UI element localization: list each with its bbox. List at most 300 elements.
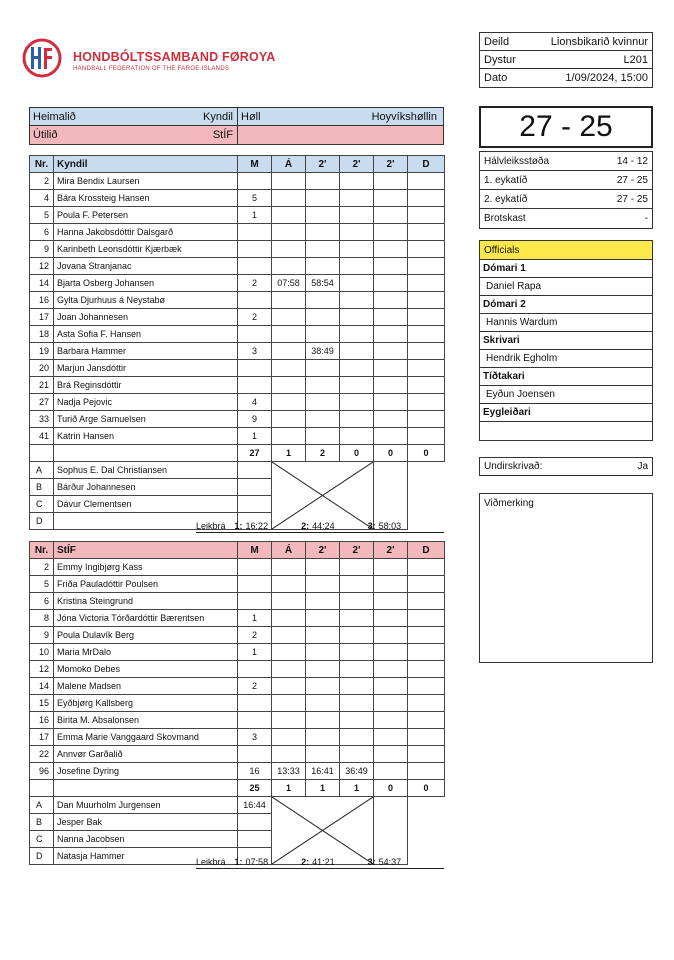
team-official-row: [30, 462, 445, 479]
player-stat: [238, 292, 272, 309]
player-stat: [238, 746, 272, 763]
player-stat: [272, 428, 306, 445]
player-stat: [238, 576, 272, 593]
player-stat: [238, 173, 272, 190]
player-stat: [306, 241, 340, 258]
player-stat: [340, 377, 374, 394]
player-stat: [272, 292, 306, 309]
player-stat: 1: [238, 207, 272, 224]
player-stat: 36:49: [340, 763, 374, 780]
player-number: 12: [30, 258, 54, 275]
result-row: [480, 209, 652, 228]
player-number: 6: [30, 224, 54, 241]
official-warning: [238, 462, 272, 479]
remark-box: [479, 493, 653, 663]
player-name: Malene Madsen: [54, 678, 238, 695]
player-stat: [408, 309, 445, 326]
player-stat: [374, 712, 408, 729]
player-stat: 07:58: [272, 275, 306, 292]
player-stat: [306, 258, 340, 275]
player-stat: [306, 661, 340, 678]
player-stat: [408, 644, 445, 661]
player-stat: [374, 190, 408, 207]
total-d: 0: [408, 445, 445, 462]
official-code: D: [30, 513, 54, 530]
signed-value: Ja: [637, 461, 648, 472]
player-name: Poula F. Petersen: [54, 207, 238, 224]
player-name: Annvør Garðalið: [54, 746, 238, 763]
player-stat: [306, 695, 340, 712]
player-stat: [340, 593, 374, 610]
player-row: [30, 207, 445, 224]
player-row: [30, 292, 445, 309]
result-value: 14 - 12: [616, 155, 648, 167]
player-stat: [340, 241, 374, 258]
player-name: Friða Pauladóttir Poulsen: [54, 576, 238, 593]
official-code: D: [30, 848, 54, 865]
roster-team-name: StÍF: [54, 542, 238, 559]
player-stat: [306, 644, 340, 661]
result-value: -: [644, 213, 648, 224]
player-stat: [238, 224, 272, 241]
player-row: [30, 627, 445, 644]
col-header: 2': [374, 156, 408, 173]
player-stat: [272, 360, 306, 377]
player-stat: [374, 377, 408, 394]
col-header: 2': [306, 156, 340, 173]
player-row: [30, 241, 445, 258]
col-header: 2': [340, 542, 374, 559]
result-label: Brotskast: [484, 213, 526, 224]
player-name: Jóna Victoria Tórðardóttir Bærentsen: [54, 610, 238, 627]
timeout-1: 16:22: [245, 520, 269, 531]
player-stat: [408, 763, 445, 780]
player-number: 8: [30, 610, 54, 627]
player-stat: [408, 678, 445, 695]
player-stat: [272, 746, 306, 763]
player-stat: [374, 746, 408, 763]
player-stat: 38:49: [306, 343, 340, 360]
timeout-label: Leikbrá: [196, 856, 226, 867]
official-name: Hendrik Egholm: [480, 350, 652, 368]
player-number: 15: [30, 695, 54, 712]
player-stat: [306, 377, 340, 394]
info-row-match: [480, 51, 652, 69]
player-stat: [408, 241, 445, 258]
player-stat: [408, 695, 445, 712]
player-stat: [408, 394, 445, 411]
player-number: 96: [30, 763, 54, 780]
player-stat: 3: [238, 729, 272, 746]
hsf-logo: [22, 38, 66, 78]
total-s3: 0: [374, 780, 408, 797]
player-stat: 9: [238, 411, 272, 428]
player-stat: [340, 292, 374, 309]
player-stat: [340, 343, 374, 360]
player-row: [30, 610, 445, 627]
player-row: [30, 258, 445, 275]
total-s2: 1: [340, 780, 374, 797]
player-stat: [408, 258, 445, 275]
player-row: [30, 559, 445, 576]
player-stat: [272, 644, 306, 661]
player-number: 21: [30, 377, 54, 394]
player-stat: [374, 428, 408, 445]
info-label: Deild: [484, 35, 510, 48]
player-stat: [238, 241, 272, 258]
player-stat: [272, 729, 306, 746]
player-row: [30, 343, 445, 360]
roster-header: [30, 156, 445, 173]
player-stat: [306, 173, 340, 190]
col-header: 2': [374, 542, 408, 559]
player-stat: [408, 593, 445, 610]
player-name: Emma Marie Vanggaard Skovmand: [54, 729, 238, 746]
player-stat: [374, 241, 408, 258]
home-team-row: [30, 108, 443, 126]
totals-row: [30, 780, 445, 797]
info-value: 1/09/2024, 15:00: [565, 72, 648, 84]
player-row: [30, 224, 445, 241]
official-name: Bárður Johannesen: [54, 479, 238, 496]
player-stat: [340, 559, 374, 576]
player-stat: [408, 377, 445, 394]
player-name: Nadja Pejovic: [54, 394, 238, 411]
player-number: 41: [30, 428, 54, 445]
player-number: 17: [30, 309, 54, 326]
official-code: C: [30, 831, 54, 848]
player-stat: [306, 190, 340, 207]
player-number: 19: [30, 343, 54, 360]
player-stat: 2: [238, 678, 272, 695]
hall-value: Hoyvíkshøllin: [371, 111, 437, 123]
player-number: 12: [30, 661, 54, 678]
official-warning: [238, 479, 272, 496]
result-row: [480, 190, 652, 209]
result-value: 27 - 25: [616, 193, 648, 205]
player-stat: [272, 610, 306, 627]
player-stat: [340, 394, 374, 411]
teams-box: [29, 107, 444, 145]
player-stat: [272, 309, 306, 326]
player-stat: [272, 394, 306, 411]
player-stat: [408, 746, 445, 763]
player-stat: [272, 258, 306, 275]
player-name: Turið Arge Samuelsen: [54, 411, 238, 428]
player-number: 2: [30, 173, 54, 190]
timeout-1: 07:58: [245, 856, 269, 867]
total-a: 1: [272, 445, 306, 462]
player-stat: [306, 610, 340, 627]
official-warning: [238, 496, 272, 513]
official-warning: [238, 814, 272, 831]
signed-box: [479, 457, 653, 476]
home-team-name: Kyndil: [130, 108, 238, 125]
player-row: [30, 377, 445, 394]
player-stat: [306, 326, 340, 343]
player-stat: [340, 729, 374, 746]
player-name: Brá Reginsdóttir: [54, 377, 238, 394]
player-stat: [272, 241, 306, 258]
player-stat: [272, 326, 306, 343]
total-m: 27: [238, 445, 272, 462]
player-stat: [374, 326, 408, 343]
player-stat: [408, 343, 445, 360]
player-stat: [374, 173, 408, 190]
player-stat: [408, 576, 445, 593]
player-stat: [340, 326, 374, 343]
player-stat: [340, 173, 374, 190]
player-number: 16: [30, 712, 54, 729]
player-name: Jovana Stranjanac: [54, 258, 238, 275]
col-header: D: [408, 542, 445, 559]
official-role: Tíðtakari: [480, 368, 652, 386]
info-value: L201: [623, 53, 648, 66]
player-stat: [408, 173, 445, 190]
player-stat: [374, 678, 408, 695]
player-row: [30, 593, 445, 610]
player-row: [30, 360, 445, 377]
official-name: Daniel Rapa: [480, 278, 652, 296]
player-stat: [306, 729, 340, 746]
player-stat: [272, 627, 306, 644]
col-header: 2': [306, 542, 340, 559]
player-stat: [340, 275, 374, 292]
player-name: Katrin Hansen: [54, 428, 238, 445]
player-name: Karinbeth Leonsdóttir Kjærbæk: [54, 241, 238, 258]
player-name: Maria MrDalo: [54, 644, 238, 661]
player-name: Hanna Jakobsdóttir Dalsgarð: [54, 224, 238, 241]
player-stat: [272, 695, 306, 712]
official-role: Dómari 1: [480, 260, 652, 278]
timeout-3: 58:03: [378, 520, 402, 531]
remark-label: Viðmerking: [484, 498, 534, 509]
official-name: Eyðun Joensen: [480, 386, 652, 404]
player-stat: [340, 207, 374, 224]
timeout-2: 44:24: [312, 520, 335, 531]
result-label: Hálvleiksstøða: [484, 155, 550, 167]
player-stat: [408, 712, 445, 729]
away-roster-table: [29, 541, 445, 865]
official-code: B: [30, 814, 54, 831]
player-name: Josefine Dyring: [54, 763, 238, 780]
player-stat: [374, 309, 408, 326]
official-role: Eygleiðari: [480, 404, 652, 422]
player-stat: [340, 190, 374, 207]
result-label: 2. eykatíð: [484, 193, 528, 205]
player-stat: [306, 678, 340, 695]
player-stat: [306, 559, 340, 576]
player-row: [30, 428, 445, 445]
player-stat: [272, 207, 306, 224]
player-stat: [238, 326, 272, 343]
player-stat: [340, 576, 374, 593]
player-name: Poula Dulavík Berg: [54, 627, 238, 644]
player-stat: [408, 275, 445, 292]
player-stat: [374, 207, 408, 224]
home-roster-table: [29, 155, 445, 530]
roster-team-name: Kyndil: [54, 156, 238, 173]
player-stat: [340, 360, 374, 377]
official-code: A: [30, 462, 54, 479]
official-code: A: [30, 797, 54, 814]
player-stat: [238, 559, 272, 576]
player-name: Gylta Djurhuus á Neystabø: [54, 292, 238, 309]
home-timeouts: Leikbrá 1: 16:22 2: 44:24 3: 58:03: [196, 519, 444, 533]
player-stat: [340, 712, 374, 729]
player-stat: [374, 695, 408, 712]
player-number: 2: [30, 559, 54, 576]
total-m: 25: [238, 780, 272, 797]
player-number: 14: [30, 275, 54, 292]
player-row: [30, 644, 445, 661]
player-stat: [238, 360, 272, 377]
official-code: C: [30, 496, 54, 513]
player-stat: [306, 207, 340, 224]
player-stat: [408, 190, 445, 207]
player-stat: [238, 712, 272, 729]
player-name: Asta Sofia F. Hansen: [54, 326, 238, 343]
player-number: 10: [30, 644, 54, 661]
officials-box: [479, 240, 653, 441]
player-stat: [306, 428, 340, 445]
info-label: Dato: [484, 72, 508, 84]
player-number: 4: [30, 190, 54, 207]
total-s3: 0: [374, 445, 408, 462]
player-stat: [408, 729, 445, 746]
player-stat: [374, 224, 408, 241]
player-row: [30, 173, 445, 190]
match-info-box: [479, 32, 653, 88]
player-stat: 3: [238, 343, 272, 360]
info-label: Dystur: [484, 53, 516, 66]
player-stat: [306, 309, 340, 326]
player-stat: [374, 593, 408, 610]
player-stat: [272, 343, 306, 360]
player-stat: 16:41: [306, 763, 340, 780]
signed-label: Undirskrivað:: [484, 461, 543, 472]
player-stat: [272, 678, 306, 695]
col-header: Á: [272, 156, 306, 173]
player-stat: 2: [238, 309, 272, 326]
player-stat: 2: [238, 275, 272, 292]
result-row: [480, 171, 652, 190]
player-row: [30, 763, 445, 780]
player-stat: [306, 576, 340, 593]
official-warning: 16:44: [238, 797, 272, 814]
official-name: Dávur Clementsen: [54, 496, 238, 513]
player-stat: [408, 207, 445, 224]
player-row: [30, 275, 445, 292]
player-stat: [374, 343, 408, 360]
timeout-3: 54:37: [378, 856, 402, 867]
player-stat: [340, 661, 374, 678]
player-stat: [408, 610, 445, 627]
player-name: Joan Johannesen: [54, 309, 238, 326]
player-stat: [272, 411, 306, 428]
player-stat: [340, 695, 374, 712]
player-stat: [374, 627, 408, 644]
player-stat: [238, 661, 272, 678]
player-stat: [340, 411, 374, 428]
player-stat: [408, 411, 445, 428]
player-stat: [306, 712, 340, 729]
total-s2: 0: [340, 445, 374, 462]
official-name: Natasja Hammer: [54, 848, 238, 865]
totals-row: [30, 445, 445, 462]
player-stat: [306, 746, 340, 763]
player-stat: [306, 627, 340, 644]
player-stat: [374, 411, 408, 428]
player-stat: [272, 712, 306, 729]
official-name: Dan Muurholm Jurgensen: [54, 797, 238, 814]
player-number: 22: [30, 746, 54, 763]
player-stat: [374, 661, 408, 678]
player-stat: [306, 593, 340, 610]
official-name: Jesper Bak: [54, 814, 238, 831]
player-number: 33: [30, 411, 54, 428]
col-header: D: [408, 156, 445, 173]
col-header: M: [238, 542, 272, 559]
player-stat: [340, 258, 374, 275]
player-number: 6: [30, 593, 54, 610]
player-number: 17: [30, 729, 54, 746]
player-stat: [374, 275, 408, 292]
player-stat: [374, 292, 408, 309]
player-name: Bjarta Osberg Johansen: [54, 275, 238, 292]
official-name: [480, 422, 652, 440]
player-stat: [374, 576, 408, 593]
info-row-division: [480, 33, 652, 51]
player-stat: 13:33: [272, 763, 306, 780]
player-stat: [272, 593, 306, 610]
official-role: Dómari 2: [480, 296, 652, 314]
roster-header: [30, 542, 445, 559]
player-row: [30, 190, 445, 207]
player-stat: [340, 428, 374, 445]
player-name: Bára Krossteig Hansen: [54, 190, 238, 207]
player-stat: [306, 292, 340, 309]
result-value: 27 - 25: [616, 174, 648, 186]
player-stat: [238, 593, 272, 610]
player-stat: 4: [238, 394, 272, 411]
player-row: [30, 576, 445, 593]
player-stat: [238, 377, 272, 394]
away-label: Útilið: [33, 129, 58, 141]
player-number: 16: [30, 292, 54, 309]
player-stat: [272, 190, 306, 207]
player-stat: [238, 695, 272, 712]
player-name: Momoko Debes: [54, 661, 238, 678]
player-stat: [340, 644, 374, 661]
player-stat: [408, 559, 445, 576]
player-stat: [408, 360, 445, 377]
player-stat: [306, 224, 340, 241]
col-header-nr: Nr.: [30, 542, 54, 559]
player-name: Kristina Steingrund: [54, 593, 238, 610]
total-s1: 2: [306, 445, 340, 462]
player-stat: [374, 610, 408, 627]
official-name: Nanna Jacobsen: [54, 831, 238, 848]
player-number: 5: [30, 576, 54, 593]
player-row: [30, 309, 445, 326]
officials-header: Officials: [480, 241, 652, 260]
player-number: 5: [30, 207, 54, 224]
total-a: 1: [272, 780, 306, 797]
player-stat: 58:54: [306, 275, 340, 292]
player-stat: 1: [238, 610, 272, 627]
player-number: 18: [30, 326, 54, 343]
